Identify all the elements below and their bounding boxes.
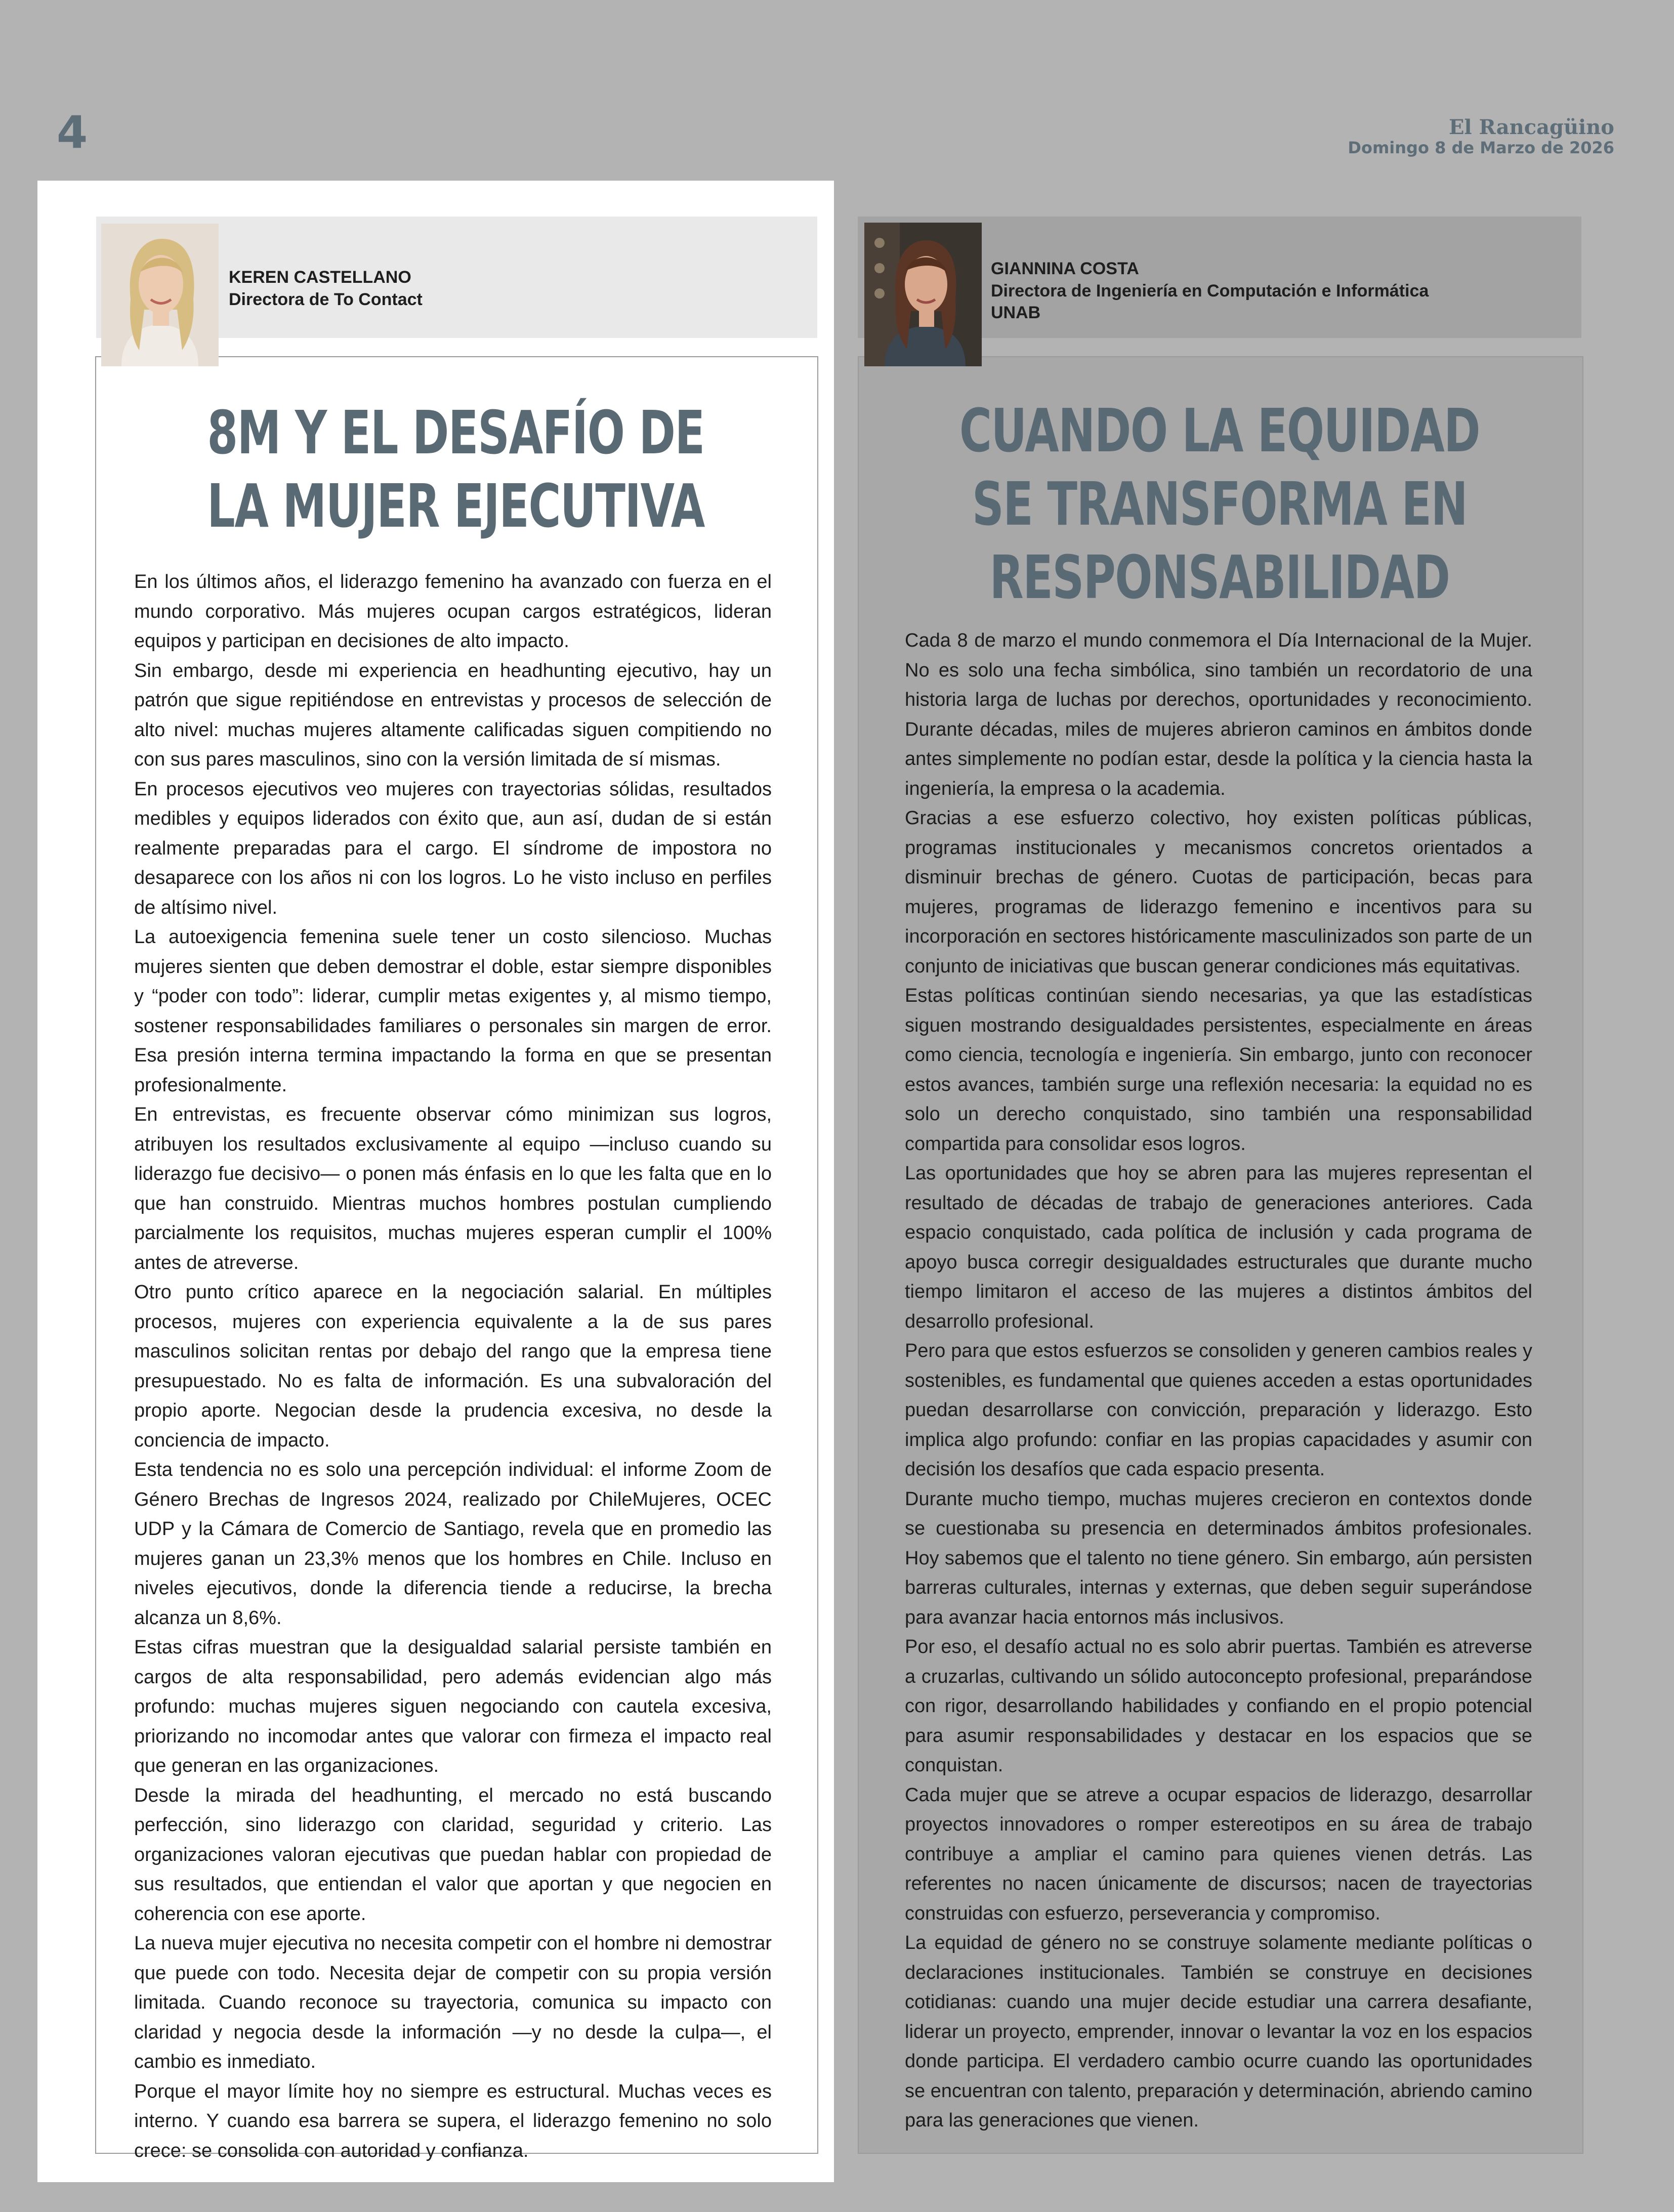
paragraph: Sin embargo, desde mi experiencia en headhunting ejecutivo, hay un patrón que sigue repitiéndose en entrevistas y procesos de selección de alto nivel: muchas mujeres altamente calificadas siguen compitiendo no con sus pares masculinos, sino con la versión limitada de sí mismas. (134, 660, 772, 770)
paragraph: Estas políticas continúan siendo necesarias, ya que las estadísticas siguen mostrando desigualdades persistentes, especialmente en áreas como ciencia, tecnología e ingeniería. Sin embargo, junto con reconocer estos avances, también surge una reflexión necesaria: la equidad no es solo un derecho conquistado, sino también una responsabilidad compartida para consolidar esos logros. (905, 985, 1532, 1155)
paragraph: Porque el mayor límite hoy no siempre es estructural. Muchas veces es interno. Y cuando esa barrera se supera, el liderazgo femenino no solo crece: se consolida con autoridad y confianza. (134, 2080, 772, 2161)
paragraph: En los últimos años, el liderazgo femenino ha avanzado con fuerza en el mundo corporativo. Más mujeres ocupan cargos estratégicos, lideran equipos y participan en decisiones de alto impacto. (134, 571, 772, 652)
publication-name: El Rancagüino (1448, 115, 1614, 139)
left-article-body (134, 567, 772, 2165)
paragraph: Estas cifras muestran que la desigualdad salarial persiste también en cargos de alta responsabilidad, pero además evidencian algo más profundo: muchas mujeres siguen negociando con cautela excesiva, priorizando no incomodar antes que valorar con firmeza el impacto real que generan en las organizaciones. (134, 1637, 772, 1776)
headline-line: 8M Y EL DESAFÍO DE (207, 398, 704, 467)
author-name: GIANNINA COSTA (991, 259, 1139, 278)
paragraph: Cada mujer que se atreve a ocupar espacios de liderazgo, desarrollar proyectos innovadores o romper estereotipos en su área de trabajo contribuye a ampliar el camino para quienes vienen detrás. Las referentes no nacen únicamente de discursos; nacen de trayectorias construidas con esfuerzo, perseverancia y compromiso. (905, 1784, 1532, 1924)
paragraph: Durante mucho tiempo, muchas mujeres crecieron en contextos donde se cuestionaba su presencia en determinados ámbitos profesionales. Hoy sabemos que el talento no tiene género. Sin embargo, aún persisten barreras culturales, internas y externas, que deben seguir superándose para avanzar hacia entornos más inclusivos. (905, 1488, 1532, 1628)
paragraph: Las oportunidades que hoy se abren para las mujeres representan el resultado de décadas de trabajo de generaciones anteriores. Cada espacio conquistado, cada política de inclusión y cada programa de apoyo busca corregir desigualdades estructurales que durante mucho tiempo limitaron el acceso de las mujeres a distintos ámbitos del desarrollo profesional. (905, 1163, 1532, 1332)
right-author-block (991, 258, 1429, 324)
right-headline (952, 394, 1487, 614)
paragraph: La nueva mujer ejecutiva no necesita competir con el hombre ni demostrar que puede con todo. Necesita dejar de competir con su propia versión limitada. Cuando reconoce su trayectoria, comunica su impacto con claridad y negocia desde la información —y no desde la culpa—, el cambio es inmediato. (134, 1933, 772, 2072)
left-author-block (229, 267, 423, 311)
paragraph: En entrevistas, es frecuente observar cómo minimizan sus logros, atribuyen los resultados exclusivamente al equipo —incluso cuando su liderazgo fue decisivo— o ponen más énfasis en lo que les falta que en lo que han construido. Mientras muchos hombres postulan cumpliendo parcialmente los requisitos, muchas mujeres esperan cumplir el 100% antes de atreverse. (134, 1104, 772, 1273)
left-headline (189, 396, 723, 543)
paragraph: Otro punto crítico aparece en la negociación salarial. En múltiples procesos, mujeres con experiencia equivalente a la de sus pares masculinos solicitan rentas por debajo del rango que la empresa tiene presupuestado. No es falta de información. Es una subvaloración del propio aporte. Negocian desde la prudencia excesiva, no desde la conciencia de impacto. (134, 1282, 772, 1451)
paragraph: Esta tendencia no es solo una percepción individual: el informe Zoom de Género Brechas de Ingresos 2024, realizado por ChileMujeres, OCEC UDP y la Cámara de Comercio de Santiago, revela que en promedio las mujeres ganan un 23,3% menos que los hombres en Chile. Incluso en niveles ejecutivos, donde la diferencia tiende a reducirse, la brecha alcanza un 8,6%. (134, 1459, 772, 1629)
publication-date: Domingo 8 de Marzo de 2026 (1348, 138, 1614, 157)
author-portrait-image (101, 224, 219, 366)
headline-line: SE TRANSFORMA EN (972, 469, 1468, 539)
headline-line: LA MUJER EJECUTIVA (207, 471, 704, 541)
masthead (1348, 117, 1614, 157)
paragraph: Pero para que estos esfuerzos se consoliden y generen cambios reales y sostenibles, es fundamental que quienes acceden a estas oportunidades puedan desarrollarse con convicción, preparación y liderazgo. Esto implica algo profundo: confiar en las propias capacidades y asumir con decisión los desafíos que cada espacio presenta. (905, 1340, 1532, 1480)
page-number: 4 (57, 106, 88, 158)
author-institution: UNAB (991, 303, 1041, 323)
author-role: Directora de To Contact (229, 289, 423, 309)
headline-line: RESPONSABILIDAD (989, 542, 1450, 612)
author-portrait-image (864, 223, 982, 366)
author-name: KEREN CASTELLANO (229, 268, 411, 287)
author-photo-keren (101, 224, 219, 366)
author-role: Directora de Ingeniería en Computación e Informática (991, 281, 1429, 301)
right-article-body (905, 626, 1532, 2136)
paragraph: La autoexigencia femenina suele tener un costo silencioso. Muchas mujeres sienten que deben demostrar el doble, estar siempre disponibles y “poder con todo”: liderar, cumplir metas exigentes y, al mismo tiempo, sostener responsabilidades familiares o personales sin margen de error. Esa presión interna termina impactando la forma en que se presentan profesionalmente. (134, 926, 772, 1096)
paragraph: Desde la mirada del headhunting, el mercado no está buscando perfección, sino liderazgo con claridad, seguridad y criterio. Las organizaciones valoran ejecutivas que puedan hablar con propiedad de sus resultados, que entiendan el valor que aportan y que negocien en coherencia con ese aporte. (134, 1784, 772, 1925)
paragraph: Gracias a ese esfuerzo colectivo, hoy existen políticas públicas, programas institucionales y mecanismos concretos orientados a disminuir brechas de género. Cuotas de participación, becas para mujeres, programas de liderazgo femenino e incentivos para su incorporación en sectores históricamente masculinizados son parte de un conjunto de iniciativas que buscan generar condiciones más equitativas. (905, 807, 1532, 977)
paragraph: En procesos ejecutivos veo mujeres con trayectorias sólidas, resultados medibles y equipos liderados con éxito que, aun así, dudan de si están realmente preparadas para el cargo. El síndrome de impostora no desaparece con los años ni con los logros. Lo he visto incluso en perfiles de altísimo nivel. (134, 778, 772, 918)
paragraph: Cada 8 de marzo el mundo conmemora el Día Internacional de la Mujer. No es solo una fecha simbólica, sino también un recordatorio de una historia larga de luchas por derechos, oportunidades y reconocimiento. Durante décadas, miles de mujeres abrieron caminos en ámbitos donde antes simplemente no podían estar, desde la política y la ciencia hasta la ingeniería, la empresa o la academia. (905, 630, 1532, 799)
author-photo-giannina (864, 223, 982, 366)
paragraph: Por eso, el desafío actual no es solo abrir puertas. También es atreverse a cruzarlas, cultivando un sólido autoconcepto profesional, preparándose con rigor, desarrollando habilidades y confiando en el propio potencial para asumir responsabilidades y destacar en los espacios que se conquistan. (905, 1636, 1532, 1776)
paragraph: La equidad de género no se construye solamente mediante políticas o declaraciones institucionales. También se construye en decisiones cotidianas: cuando una mujer decide estudiar una carrera desafiante, liderar un proyecto, emprender, innovar o levantar la voz en los espacios donde participa. El verdadero cambio ocurre cuando las oportunidades se encuentran con talento, preparación y determinación, abriendo camino para las generaciones que vienen. (905, 1932, 1532, 2131)
headline-line: CUANDO LA EQUIDAD (959, 396, 1480, 465)
